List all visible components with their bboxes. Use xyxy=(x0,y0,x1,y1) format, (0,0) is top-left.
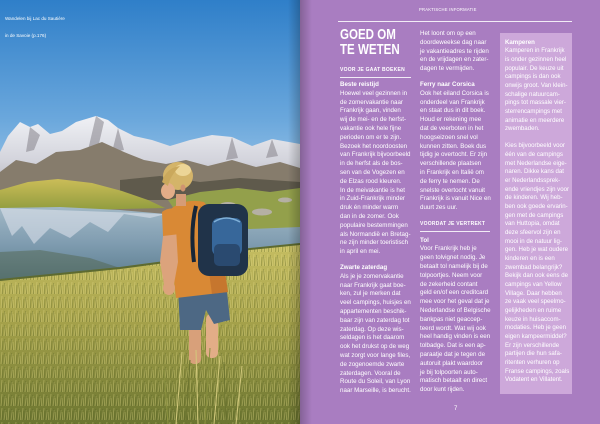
heading-tol: Tol xyxy=(420,236,429,244)
section-zwarte-zaterdag-continued xyxy=(420,30,496,74)
heading-kamperen: Kamperen xyxy=(505,38,535,46)
body-tol: Voor Frankrijk heb je geen tolvignet nodig. Je betaalt tol namelijk bij de tolpoortjes. Neem voor de zekerheid contant geld en/of een creditcard mee voor het geval dat je Nederlandse of Belgische bankpas niet geaccep- teerd wordt. Wat wij ook heel handig vinden is een tolbadge. Dat is een ap- paraatje dat je tegen de autoruit plakt waardoor je bij tolpoorten auto- matisch betaalt en direct door kunt rijden. xyxy=(420,245,491,394)
backpack-pocket xyxy=(214,244,240,266)
body-kamperen-2: Kies bijvoorbeeld voor één van de campings met Nederlandse eige- naren. Dikke kans dat er Nederlandssprek- ende vriendjes zijn voor de kinderen. Wij heb- ben ook goede ervarin- gen met de campings van Huttopia, omdat deze sfeervol zijn en mooi in de natuur lig- gen. Heb je wat oudere kinderen en is een zwembad belangrijk? Bekijk dan ook eens de campings van Yellow Village. Daar hebben ze vaak veel speelmo- gelijkheden en ruime keuze in huisaccom- modaties. Heb je geen eigen kampeermiddel? Er zijn verschillende partijen die hun safa- ritenten verhuren op Franse campings, zoals Vodatent en Villatent. xyxy=(505,142,570,384)
page-title-line-2: TE WETEN xyxy=(340,40,400,58)
photo-caption-line-2: in de Savoie (p.176) xyxy=(5,32,47,38)
body-zwarte-zaterdag: Als je je zomervakantie naar Frankrijk gaat boe- ken, zul je merken dat veel campings, huisjes en appartementen beschik- baar zijn van zaterdag tot zaterdag. Op deze wis- seldagen is het daarom ook het drukst op de weg wat zorgt voor lange files, de zogenoemde zwarte zaterdagen. Vooral de Route du Soleil, van Lyon naar Marseille, is berucht. xyxy=(340,272,411,395)
heading-ferry: Ferry naar Corsica xyxy=(420,81,475,88)
sidebar-kamperen xyxy=(500,33,572,394)
body-zwarte-zaterdag-continued: Het loont om op een doordeweekse dag naar je vakantieadres te rijden en de vrijdagen en zater- dagen te vermijden. xyxy=(420,30,489,73)
running-header: PRAKTISCHE INFORMATIE xyxy=(419,7,477,12)
heading-beste-reistijd: Beste reistijd xyxy=(340,81,379,88)
section-rule-booking xyxy=(340,77,411,78)
header-rule xyxy=(338,21,572,22)
section-rule-departure xyxy=(420,231,490,232)
photo-caption-line-1: Wandelen bij Lac du Sautière xyxy=(5,16,65,22)
section-label-departure: VOORDAT JE VERTREKT xyxy=(420,221,486,227)
page-title-line-1: GOED OM xyxy=(340,26,396,43)
section-label-booking: VOOR JE GAAT BOEKEN xyxy=(340,67,405,73)
section-zwarte-zaterdag xyxy=(340,264,416,396)
body-ferry: Ook het eiland Corsica is onderdeel van Frankrijk en staat dus in dit boek. Houd er rekening mee dat de veerboten in het hoogseizoen snel vol kunnen zitten. Boek dus tijdig je overtocht. Er zijn verschillende plaatsen in Frankrijk en Italië om de ferry te nemen. De snelste overtocht vanuit Frankrijk is vanuit Nice en duurt zes uur. xyxy=(420,89,491,212)
body-beste-reistijd: Hoewel veel gezinnen in de zomervakantie naar Frankrijk gaan, vinden wij de mei- en de herfst- vakantie ook hele fijne perioden om er te zijn. Bezoek het noordoosten van Frankrijk bijvoorbeeld in de herfst als de bos- sen van de Vogezen en de Elzas rood kleuren. In de meivakantie is het in Zuid-Frankrijk minder druk én minder warm dan in de zomer. Ook populaire bestemmingen als Normandië en Bretag- ne zijn minder toeristisch in april en mei. xyxy=(340,89,411,256)
boy-sleeve xyxy=(162,208,180,236)
heading-zwarte-zaterdag: Zwarte zaterdag xyxy=(340,264,388,271)
boy-hair-highlight xyxy=(175,164,191,176)
info-page xyxy=(300,0,600,424)
boy-ear xyxy=(181,185,186,192)
section-tol xyxy=(420,237,496,395)
page-number: 7 xyxy=(454,406,458,412)
photo-caption xyxy=(5,5,65,50)
page-title xyxy=(340,28,400,57)
section-beste-reistijd xyxy=(340,81,416,257)
boy-neck xyxy=(176,194,186,206)
body-kamperen-1: Kamperen in Frankrijk is onder gezinnen heel populair. De keuze uit campings is dan ook onwijs groot. Van klein- schalige natuurcam- pings tot massale vier- sterrencampings met animatie en meerdere zwembaden. xyxy=(505,47,568,133)
boy-hand xyxy=(163,281,175,295)
section-ferry xyxy=(420,81,496,213)
